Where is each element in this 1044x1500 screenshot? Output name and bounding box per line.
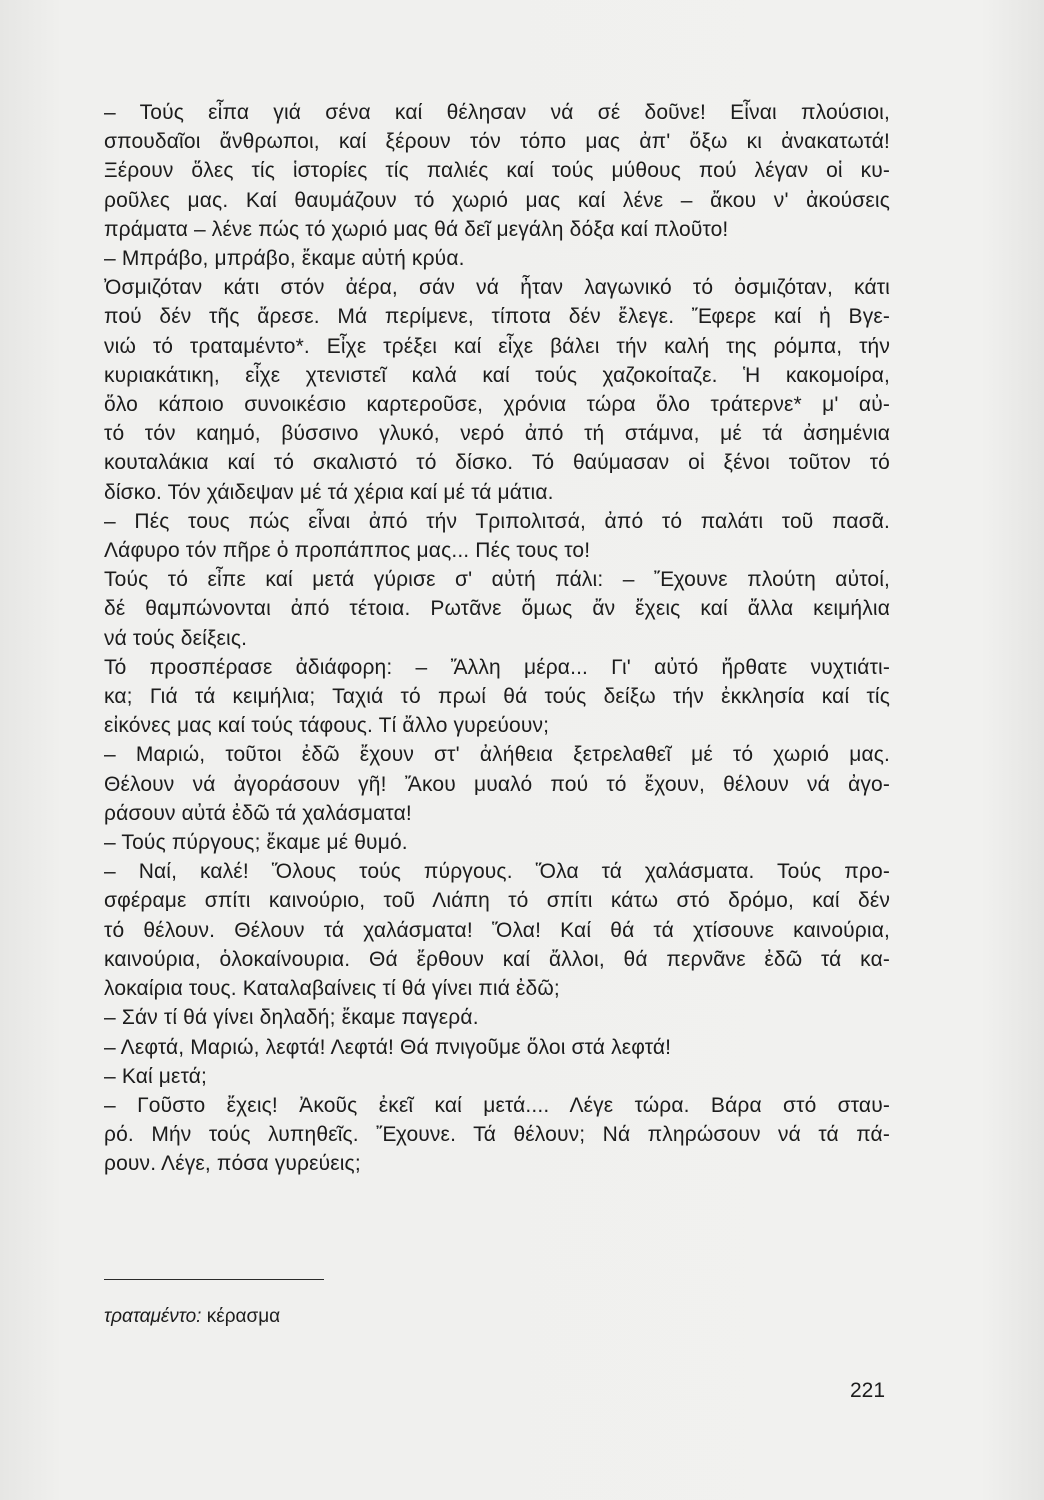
text-line: – Λεφτά, Μαριώ, λεφτά! Λεφτά! Θά πνιγοῦμε ὅλοι στά λεφτά! bbox=[104, 1035, 672, 1059]
footnote-term: τραταμέντο: bbox=[104, 1306, 202, 1327]
text-line: τό θέλουν. Θέλουν τά χαλάσματα! Ὅλα! Καί θά τά χτίσουνε καινούρια, bbox=[104, 918, 890, 942]
text-line: κα; Γιά τά κειμήλια; Ταχιά τό πρωί θά τούς δείξω τήν ἐκκλησία καί τίς bbox=[104, 685, 890, 709]
page-number: 221 bbox=[850, 1379, 886, 1402]
text-line: σπουδαῖοι ἄνθρωποι, καί ξέρουν τόν τόπο μας ἀπ' ὄξω κι ἀνακατωτά! bbox=[104, 130, 890, 154]
text-line: Ὀσμιζόταν κάτι στόν ἀέρα, σάν νά ἦταν λαγωνικό τό ὀσμιζόταν, κάτι bbox=[104, 276, 890, 300]
text-line: – Πές τους πώς εἶναι ἀπό τήν Τριπολιτσά, ἀπό τό παλάτι τοῦ πασᾶ. bbox=[104, 509, 890, 533]
text-line: τό τόν καημό, βύσσινο γλυκό, νερό ἀπό τή στάμνα, μέ τά ἀσημένια bbox=[104, 422, 890, 446]
text-line: Θέλουν νά ἀγοράσουν γῆ! Ἄκου μυαλό πού τό ἔχουν, θέλουν νά ἀγο- bbox=[104, 772, 890, 796]
text-line: Τούς τό εἶπε καί μετά γύρισε σ' αὐτή πάλι: – Ἔχουνε πλούτη αὐτοί, bbox=[104, 568, 890, 592]
text-line: ροῦλες μας. Καί θαυμάζουν τό χωριό μας καί λένε – ἄκου ν' ἀκούσεις bbox=[104, 188, 890, 212]
text-line: λοκαίρια τους. Καταλαβαίνεις τί θά γίνει πιά ἐδῶ; bbox=[104, 977, 560, 1001]
text-line: – Τούς εἶπα γιά σένα καί θέλησαν νά σέ δοῦνε! Εἶναι πλούσιοι, bbox=[104, 101, 890, 124]
text-line: – Σάν τί θά γίνει δηλαδή; ἔκαμε παγερά. bbox=[104, 1006, 479, 1030]
text-line: Ξέρουν ὅλες τίς ἱστορίες τίς παλιές καί τούς μύθους πού λέγαν οἱ κυ- bbox=[104, 159, 890, 183]
footnote-definition: κέρασμα bbox=[206, 1306, 281, 1327]
text-line: ράσουν αὐτά ἐδῶ τά χαλάσματα! bbox=[104, 801, 412, 825]
text-line: καινούρια, ὁλοκαίνουρια. Θά ἔρθουν καί ἄλλοι, θά περνᾶνε ἐδῶ τά κα- bbox=[104, 947, 890, 971]
text-line: – Ναί, καλέ! Ὅλους τούς πύργους. Ὅλα τά χαλάσματα. Τούς προ- bbox=[104, 860, 890, 884]
text-line: ρουν. Λέγε, πόσα γυρεύεις; bbox=[104, 1152, 361, 1176]
text-line: ὅλο κάποιο συνοικέσιο καρτεροῦσε, χρόνια τώρα ὅλο τράτερνε* μ' αὐ- bbox=[104, 393, 890, 417]
text-line: δέ θαμπώνονται ἀπό τέτοια. Ρωτᾶνε ὅμως ἄν ἔχεις καί ἄλλα κειμήλια bbox=[104, 597, 890, 621]
text-line: πράματα – λένε πώς τό χωριό μας θά δεῖ μεγάλη δόξα καί πλοῦτο! bbox=[104, 217, 729, 241]
text-line: – Μαριώ, τοῦτοι ἐδῶ ἔχουν στ' ἀλήθεια ξετρελαθεῖ μέ τό χωριό μας. bbox=[104, 743, 890, 767]
text-line: ρό. Μήν τούς λυπηθεῖς. Ἔχουνε. Τά θέλουν; Νά πληρώσουν νά τά πά- bbox=[104, 1123, 890, 1147]
text-line: σφέραμε σπίτι καινούριο, τοῦ Λιάπη τό σπίτι κάτω στό δρόμο, καί δέν bbox=[104, 889, 890, 913]
text-line: νά τούς δείξεις. bbox=[104, 626, 248, 650]
text-line: πού δέν τῆς ἄρεσε. Μά περίμενε, τίποτα δέν ἔλεγε. Ἔφερε καί ἡ Βγε- bbox=[104, 305, 890, 329]
text-line: Τό προσπέρασε ἀδιάφορη: – Ἄλλη μέρα... Γι' αὐτό ἤρθατε νυχτιάτι- bbox=[104, 655, 890, 679]
text-line: Λάφυρο τόν πῆρε ὁ προπάππος μας... Πές τους το! bbox=[104, 539, 591, 563]
text-line: κυριακάτικη, εἶχε χτενιστεῖ καλά καί τούς χαζοκοίταζε. Ἡ κακομοίρα, bbox=[104, 363, 890, 387]
body-text bbox=[104, 98, 890, 1179]
text-line: – Καί μετά; bbox=[104, 1064, 207, 1088]
text-line: – Μπράβο, μπράβο, ἔκαμε αὐτή κρύα. bbox=[104, 247, 465, 271]
text-line: – Τούς πύργους; ἔκαμε μέ θυμό. bbox=[104, 831, 408, 855]
text-line: – Γοῦστο ἔχεις! Ἀκοῦς ἐκεῖ καί μετά.... Λέγε τώρα. Βάρα στό σταυ- bbox=[104, 1093, 890, 1117]
footnote-divider bbox=[104, 1279, 324, 1280]
footnote bbox=[104, 1305, 280, 1329]
text-line: εἰκόνες μας καί τούς τάφους. Τί ἄλλο γυρεύουν; bbox=[104, 714, 550, 738]
text-line: κουταλάκια καί τό σκαλιστό τό δίσκο. Τό θαύμασαν οἱ ξένοι τοῦτον τό bbox=[104, 451, 890, 475]
text-line: δίσκο. Τόν χάιδεψαν μέ τά χέρια καί μέ τά μάτια. bbox=[104, 480, 554, 504]
text-line: νιώ τό τραταμέντο*. Εἶχε τρέξει καί εἶχε βάλει τήν καλή της ρόμπα, τήν bbox=[104, 334, 890, 358]
